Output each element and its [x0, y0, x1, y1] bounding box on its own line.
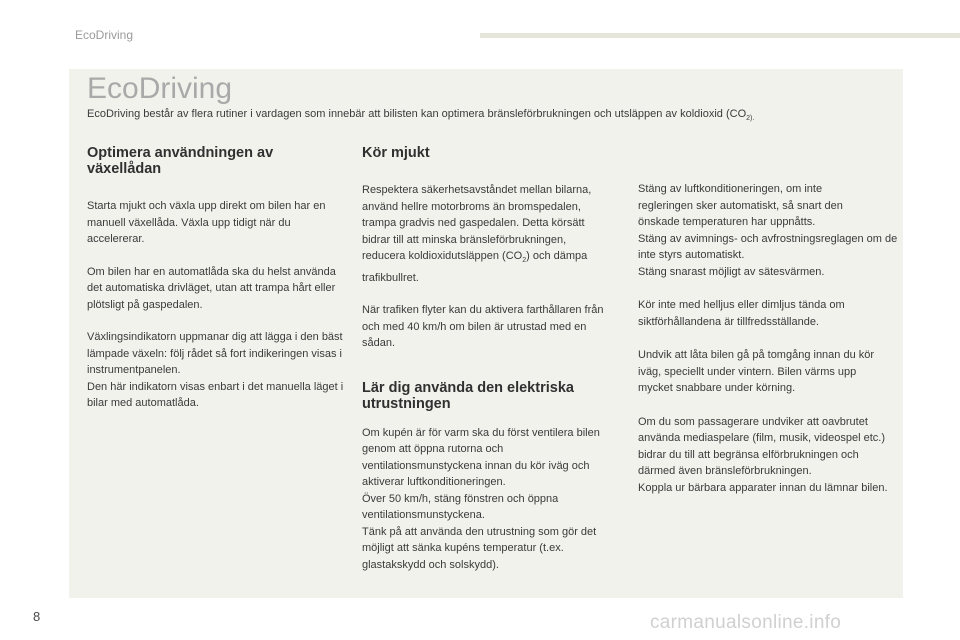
tips-paragraph-7: Koppla ur bärbara apparater innan du lämnar bilen. [638, 481, 888, 494]
smooth-paragraph-1-text: Respektera säkerhetsavståndet mellan bilarna, använd hellre motorbroms än bromspedalen, trampa gradvis ned gaspedalen. Detta körsätt bidrar till att minska bränsleförbrukningen, reducera koldioxidutsläppen (CO [362, 184, 592, 262]
intro-text: EcoDriving består av flera rutiner i vardagen som innebär att bilisten kan optimera bränsleförbrukningen och utsläppen av koldioxid (CO [87, 108, 747, 120]
column-smooth-driving [362, 145, 620, 573]
smooth-paragraph-1 [362, 182, 592, 286]
gearbox-paragraph-4: Den här indikatorn visas enbart i det manuella läget i bilar med automatlåda. [87, 380, 344, 409]
column-gearbox [87, 145, 345, 412]
heading-smooth-driving: Kör mjukt [362, 145, 430, 161]
electric-paragraph-2: Över 50 km/h, stäng fönstren och öppna ventilationsmunstyckena. [362, 492, 559, 522]
column-tips [638, 181, 900, 496]
running-title: EcoDriving [75, 28, 134, 42]
tips-paragraph-2: Stäng av avimnings- och avfrostningsreglagen om de inte styrs automatiskt. [638, 232, 898, 261]
electric-paragraph-3: Tänk på att använda den utrustning som gör det möjligt att sänka kupéns temperatur (t.ex. glastakskydd och solskydd). [362, 525, 597, 571]
watermark: carmanualsonline.info [650, 612, 842, 633]
intro-subscript: 2). [746, 115, 755, 123]
tips-paragraph-4: Kör inte med helljus eller dimljus tända om siktförhållandena är tillfredsställande. [638, 299, 845, 328]
tips-paragraph-5: Undvik att låta bilen gå på tomgång innan du kör iväg, speciellt under vintern. Bilen värms upp mycket snabbare under körning. [638, 349, 875, 394]
smooth-paragraph-2: När trafiken flyter kan du aktivera farthållaren från och med 40 km/h om bilen är utrustad med en sådan. [362, 304, 604, 350]
gearbox-paragraph-3: Växlingsindikatorn uppmanar dig att lägga i den bäst lämpade växeln: följ rådet så fort indikeringen visas i instrumentpanelen. [87, 331, 343, 376]
gearbox-paragraph-1: Starta mjukt och växla upp direkt om bilen har en manuell växellåda. Växla upp tidigt när du accelererar. [87, 200, 326, 245]
electric-paragraph-1: Om kupén är för varm ska du först ventilera bilen genom att öppna rutorna och ventilationsmunstyckena innan du kör iväg och aktiverar luftkonditioneringen. [362, 426, 600, 489]
page-number: 8 [33, 609, 41, 624]
smooth-paragraph-1-subscript: 2 [522, 257, 527, 265]
smooth-paragraph-1-end: ) och dämpa trafikbullret. [362, 250, 588, 284]
heading-electric-equipment: Lär dig använda den elektriska utrustningen [362, 379, 574, 412]
tips-paragraph-6: Om du som passagerare undviker att oavbrutet använda mediaspelare (film, musik, videospel etc.) bidrar du till att begränsa elförbrukningen och därmed även bränsleförbrukningen. [638, 415, 886, 477]
tips-paragraph-3: Stäng snarast möjligt av sätesvärmen. [638, 265, 825, 278]
header-rule [480, 33, 960, 38]
page-title: EcoDriving [87, 72, 233, 105]
gearbox-paragraph-2: Om bilen har en automatlåda ska du helst använda det automatiska drivläget, utan att trampa hårt eller plötsligt på gaspedalen. [87, 265, 336, 311]
intro-paragraph [87, 108, 754, 122]
heading-gearbox: Optimera användningen av växellådan [87, 145, 274, 177]
tips-paragraph-1: Stäng av luftkonditioneringen, om inte regleringen sker automatiskt, så snart den önskade temperaturen har uppnåtts. [638, 183, 843, 228]
